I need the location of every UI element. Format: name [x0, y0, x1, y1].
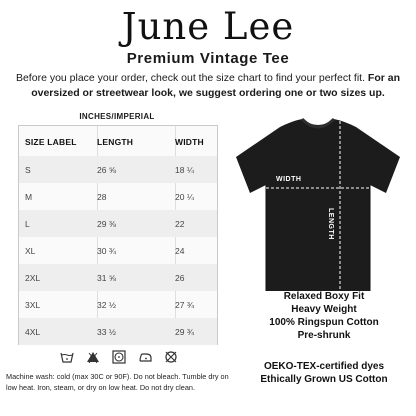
- care-instructions: Machine wash: cold (max 30C or 90F). Do not bleach. Tumble dry on low heat. Iron, steam, or dry on low heat. Do not dry clean.: [6, 372, 229, 392]
- size-advice-plain: Before you place your order, check out the size chart to find your perfect fit.: [15, 72, 365, 84]
- sustainability-features: [238, 360, 410, 386]
- no-bleach-icon: [86, 350, 100, 364]
- tshirt-illustration: [230, 113, 406, 295]
- no-dry-clean-icon: [164, 350, 178, 364]
- iron-low-icon: [138, 350, 152, 364]
- table-row: [19, 318, 217, 345]
- table-row: [19, 183, 217, 210]
- brand-title: June Lee: [121, 5, 295, 48]
- feature-fit: Relaxed Boxy Fit: [283, 291, 365, 302]
- width-cell: 27 ¾: [175, 299, 194, 310]
- size-cell: 3XL: [25, 299, 41, 310]
- fabric-features: [238, 290, 410, 342]
- width-cell: 18 ¼: [175, 164, 194, 175]
- size-cell: 4XL: [25, 326, 41, 337]
- tshirt-measurement-diagram: [230, 113, 406, 295]
- length-cell: 30 ¾: [97, 245, 116, 256]
- width-cell: 26: [175, 272, 185, 283]
- width-label: WIDTH: [276, 176, 302, 183]
- wash-cold-icon: [60, 350, 74, 364]
- size-advice-text: [8, 71, 408, 101]
- width-cell: 29 ¾: [175, 326, 194, 337]
- feature-dyes: OEKO-TEX-certified dyes: [263, 361, 385, 372]
- table-row: [19, 237, 217, 264]
- feature-weight: Heavy Weight: [291, 304, 357, 315]
- size-cell: L: [25, 218, 30, 229]
- size-cell: S: [25, 164, 31, 175]
- length-cell: 31 ⅝: [97, 272, 116, 283]
- size-chart-table: [18, 125, 218, 345]
- length-cell: 32 ½: [97, 299, 116, 310]
- table-header-row: [19, 128, 217, 155]
- width-cell: 20 ¼: [175, 191, 194, 202]
- size-advice-bold: For an oversized or streetwear look, we suggest ordering one or two sizes up.: [31, 72, 401, 99]
- product-subtitle: Premium Vintage Tee: [126, 50, 290, 67]
- header-size-label: SIZE LABEL: [25, 136, 77, 147]
- table-row: [19, 156, 217, 183]
- table-row: [19, 291, 217, 318]
- care-icons: [60, 350, 178, 364]
- header-length: LENGTH: [97, 136, 134, 147]
- length-cell: 33 ½: [97, 326, 116, 337]
- width-cell: 24: [175, 245, 185, 256]
- length-cell: 29 ⅜: [97, 218, 116, 229]
- feature-preshrunk: Pre-shrunk: [297, 330, 351, 341]
- size-cell: M: [25, 191, 33, 202]
- length-cell: 28: [97, 191, 107, 202]
- length-cell: 26 ⅝: [97, 164, 116, 175]
- size-cell: XL: [25, 245, 36, 256]
- feature-origin: Ethically Grown US Cotton: [260, 374, 388, 385]
- length-label: LENGTH: [327, 208, 334, 240]
- header-width: WIDTH: [175, 136, 204, 147]
- units-label: INCHES/IMPERIAL: [79, 112, 155, 121]
- width-cell: 22: [175, 218, 185, 229]
- feature-cotton: 100% Ringspun Cotton: [269, 317, 379, 328]
- table-row: [19, 210, 217, 237]
- table-row: [19, 264, 217, 291]
- tumble-dry-low-icon: [112, 350, 126, 364]
- size-cell: 2XL: [25, 272, 41, 283]
